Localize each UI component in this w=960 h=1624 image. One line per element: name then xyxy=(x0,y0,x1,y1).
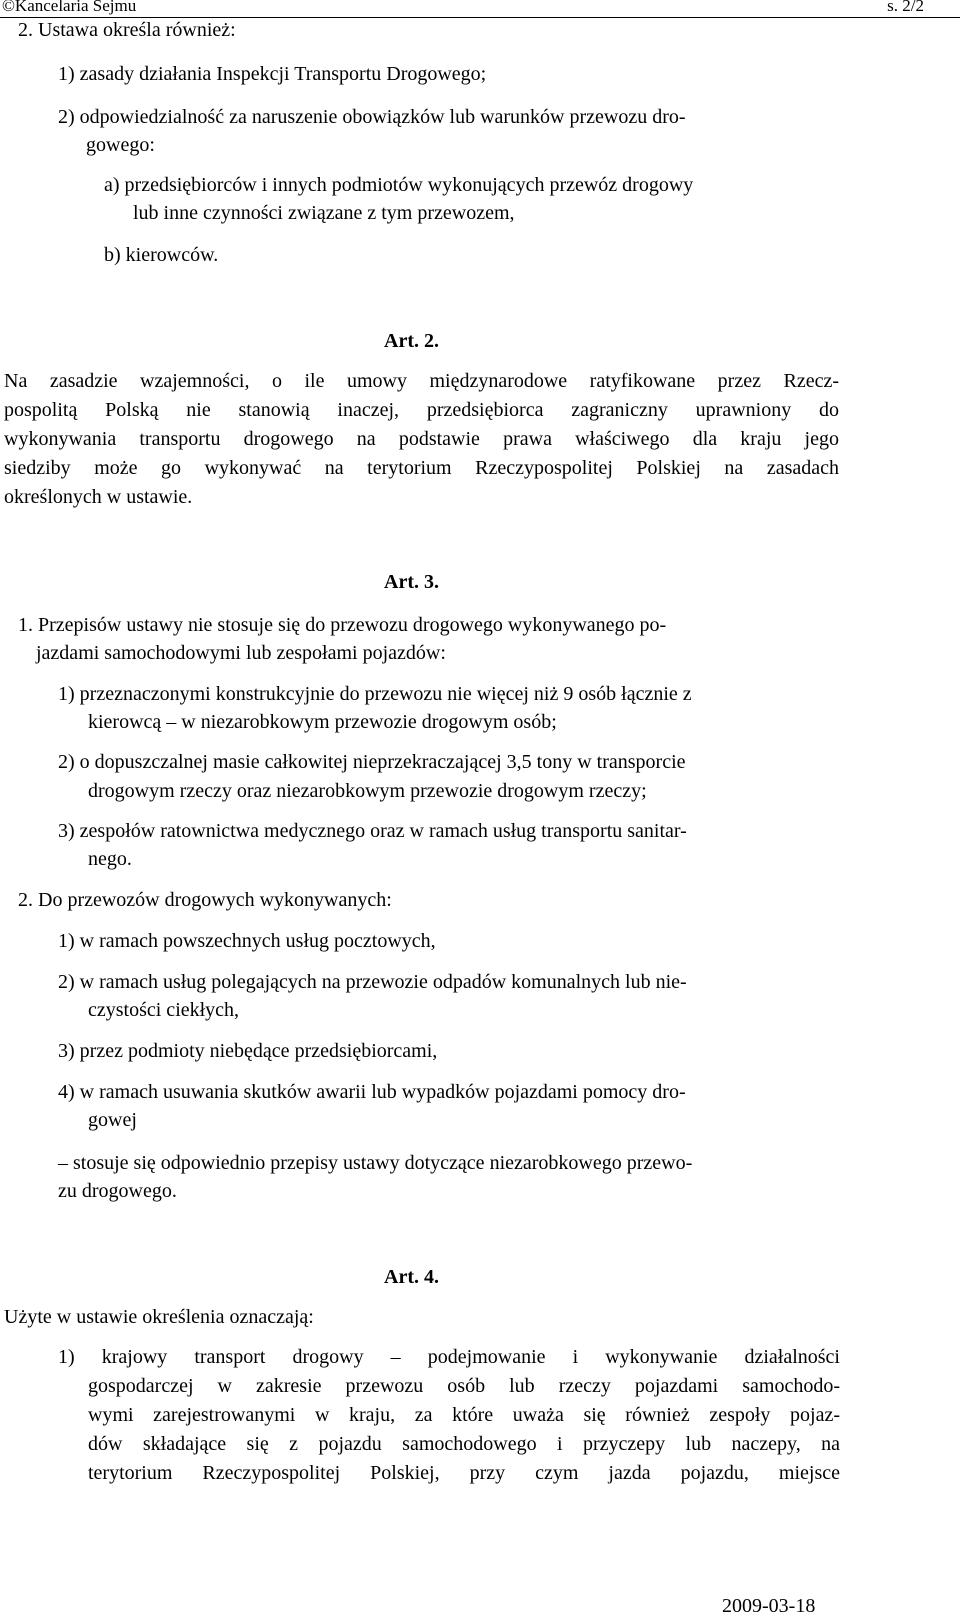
footer-date: 2009-03-18 xyxy=(722,1595,816,1617)
section2-item-2-line2: gowego: xyxy=(86,134,155,156)
article-2-line: pospolitą Polską nie stanowią inaczej, przedsiębiorca zagraniczny uprawniony do xyxy=(4,399,839,421)
article-4-item1-line: 1) krajowy transport drogowy – podejmowanie i wykonywanie działalności xyxy=(58,1346,840,1368)
article-4-item1-line: gospodarczej w zakresie przewozu osób lub rzeczy pojazdami samochodo- xyxy=(88,1375,840,1397)
section2-intro: 2. Ustawa określa również: xyxy=(18,19,236,41)
section2-item-1: 1) zasady działania Inspekcji Transportu Drogowego; xyxy=(58,63,487,85)
header-page-number: s. 2/2 xyxy=(887,0,924,15)
article-2-body xyxy=(4,367,839,483)
article-3-para2-item4-line2: gowej xyxy=(88,1109,137,1131)
header-source: ©Kancelaria Sejmu xyxy=(2,0,137,15)
article-3-para1-line2: jazdami samochodowymi lub zespołami pojazdów: xyxy=(36,642,446,664)
section2-item-2-line1: 2) odpowiedzialność za naruszenie obowiązków lub warunków przewozu dro- xyxy=(58,106,686,128)
section2-item-2b: b) kierowców. xyxy=(104,244,219,266)
article-3-para2-item2-line1: 2) w ramach usług polegających na przewozie odpadów komunalnych lub nie- xyxy=(58,971,687,993)
article-3-para2: 2. Do przewozów drogowych wykonywanych: xyxy=(18,889,392,911)
article-3-item1-line1: 1) przeznaczonymi konstrukcyjnie do przewozu nie więcej niż 9 osób łącznie z xyxy=(58,683,692,705)
article-3-closing-line2: zu drogowego. xyxy=(58,1180,177,1202)
article-3-para1-line1: 1. Przepisów ustawy nie stosuje się do przewozu drogowego wykonywanego po- xyxy=(18,614,667,636)
article-4-item1-line: dów składające się z pojazdu samochodowego i przyczepy lub naczepy, na xyxy=(88,1433,840,1455)
article-3-item2-line2: drogowym rzeczy oraz niezarobkowym przewozie drogowym rzeczy; xyxy=(88,780,647,802)
article-2-heading: Art. 2. xyxy=(384,330,439,352)
article-4-heading: Art. 4. xyxy=(384,1266,439,1288)
article-3-para2-item4-line1: 4) w ramach usuwania skutków awarii lub wypadków pojazdami pomocy dro- xyxy=(58,1081,686,1103)
article-3-closing-line1: – stosuje się odpowiednio przepisy ustawy dotyczące niezarobkowego przewo- xyxy=(58,1152,693,1174)
article-4-item1-line: terytorium Rzeczypospolitej Polskiej, przy czym jazda pojazdu, miejsce xyxy=(88,1462,840,1484)
article-3-item2-line1: 2) o dopuszczalnej masie całkowitej nieprzekraczającej 3,5 tony w transporcie xyxy=(58,751,686,773)
section2-item-2a-line2: lub inne czynności związane z tym przewozem, xyxy=(133,202,515,224)
article-2-line: siedziby może go wykonywać na terytorium Rzeczypospolitej Polskiej na zasadach xyxy=(4,457,839,479)
article-2-line: Na zasadzie wzajemności, o ile umowy międzynarodowe ratyfikowane przez Rzecz- xyxy=(4,370,839,392)
article-2-line: wykonywania transportu drogowego na podstawie prawa właściwego dla kraju jego xyxy=(4,428,839,450)
article-2-last-line: określonych w ustawie. xyxy=(4,486,193,508)
article-4-intro: Użyte w ustawie określenia oznaczają: xyxy=(4,1306,314,1328)
article-3-item3-line2: nego. xyxy=(88,848,132,870)
article-3-heading: Art. 3. xyxy=(384,571,439,593)
article-4-item1-first-line xyxy=(58,1343,840,1372)
article-3-para2-item3: 3) przez podmioty niebędące przedsiębiorcami, xyxy=(58,1040,438,1062)
article-4-item1-line: wymi zarejestrowanymi w kraju, za które uważa się również zespoły pojaz- xyxy=(88,1404,840,1426)
article-3-item1-line2: kierowcą – w niezarobkowym przewozie drogowym osób; xyxy=(88,711,557,733)
article-3-para2-item2-line2: czystości ciekłych, xyxy=(88,999,240,1021)
article-3-item3-line1: 3) zespołów ratownictwa medycznego oraz w ramach usług transportu sanitar- xyxy=(58,820,687,842)
section2-item-2a-line1: a) przedsiębiorców i innych podmiotów wykonujących przewóz drogowy xyxy=(104,174,694,196)
article-4-item1-body xyxy=(88,1372,840,1488)
article-3-para2-item1: 1) w ramach powszechnych usług pocztowych, xyxy=(58,930,436,952)
